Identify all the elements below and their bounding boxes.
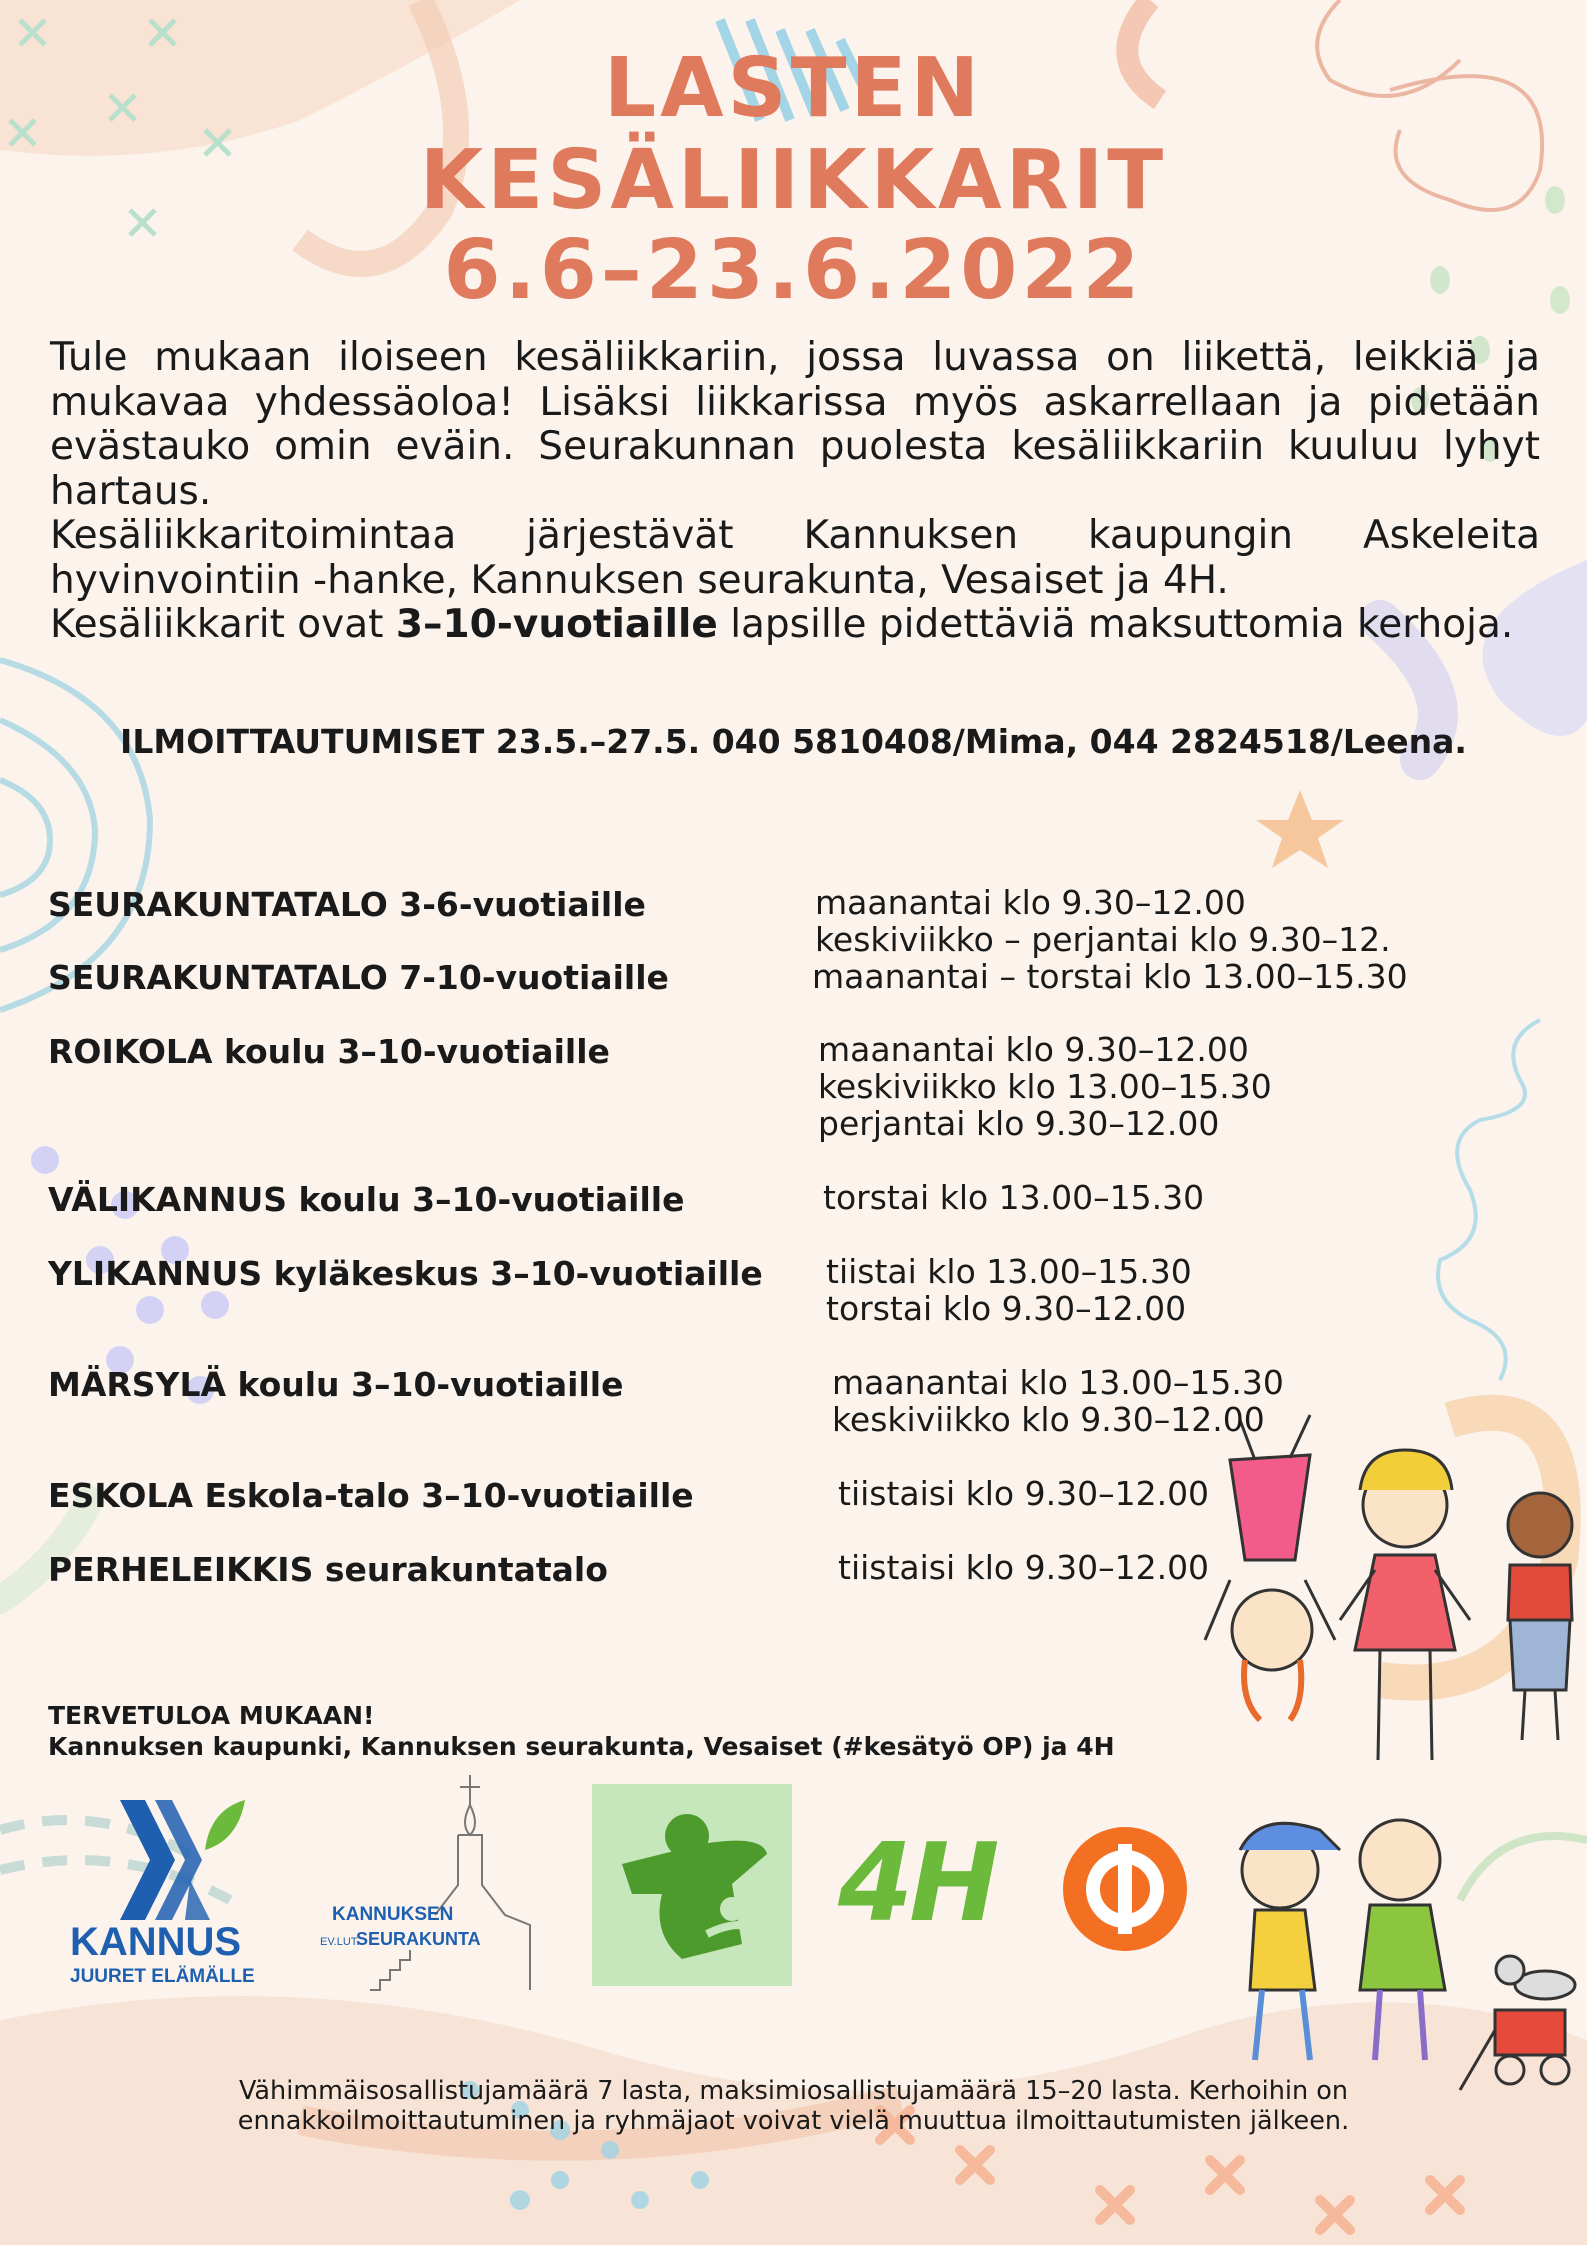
schedule-time: keskiviikko – perjantai klo 9.30–12.	[815, 920, 1391, 959]
welcome-block	[48, 1700, 1115, 1762]
schedule-location: VÄLIKANNUS koulu 3–10-vuotiaille	[48, 1180, 685, 1219]
schedule-times	[818, 1031, 1272, 1142]
schedule-time: tiistaisi klo 9.30–12.00	[838, 1474, 1210, 1513]
footer-line-1: Vähimmäisosallistujamäärä 7 lasta, maksimiosallistujamäärä 15–20 lasta. Kerhoihin on	[238, 2076, 1349, 2106]
schedule-times	[823, 1179, 1204, 1216]
schedule-time: maanantai klo 13.00–15.30	[832, 1363, 1284, 1402]
fourh-logo: 4H	[838, 1821, 996, 1946]
schedule-time: maanantai – torstai klo 13.00–15.30	[812, 957, 1408, 996]
kannus-logo-name: KANNUS	[70, 1920, 242, 1964]
seurakunta-logo	[320, 1775, 540, 1995]
schedule-times	[812, 958, 1408, 995]
schedule-times	[838, 1549, 1209, 1586]
title-dates: 6.6–23.6.2022	[443, 223, 1144, 318]
footer-note	[100, 2076, 1487, 2136]
registration-info: ILMOITTAUTUMISET 23.5.–27.5. 040 5810408/Mima, 044 2824518/Leena.	[120, 722, 1467, 761]
schedule-location: ESKOLA Eskola-talo 3–10-vuotiaille	[48, 1476, 694, 1515]
schedule-location: SEURAKUNTATALO 7-10-vuotiaille	[48, 958, 669, 997]
schedule-times	[815, 884, 1391, 958]
op-logo	[1062, 1826, 1188, 1952]
seurakunta-logo-small: EV.LUT.	[320, 1936, 360, 1948]
intro-paragraph-3	[50, 603, 1540, 648]
schedule-location: SEURAKUNTATALO 3-6-vuotiaille	[48, 885, 646, 924]
seurakunta-logo-line2: SEURAKUNTA	[356, 1929, 481, 1949]
intro-p3-text-end: lapsille pidettäviä maksuttomia kerhoja.	[717, 602, 1514, 647]
intro-p3-text: Kesäliikkarit ovat	[50, 602, 396, 647]
age-range-highlight: 3–10-vuotiaille	[395, 602, 718, 647]
title-line-1: LASTEN	[603, 41, 984, 136]
schedule-time: keskiviikko klo 9.30–12.00	[832, 1400, 1265, 1439]
schedule-time: maanantai klo 9.30–12.00	[815, 883, 1246, 922]
kannus-logo	[60, 1790, 270, 1990]
schedule-location: PERHELEIKKIS seurakuntatalo	[48, 1550, 608, 1589]
schedule-location: MÄRSYLÄ koulu 3–10-vuotiaille	[48, 1365, 624, 1404]
schedule-time: torstai klo 9.30–12.00	[826, 1289, 1187, 1328]
schedule-time: tiistai klo 13.00–15.30	[826, 1252, 1192, 1291]
kannus-logo-slogan: JUURET ELÄMÄLLE	[70, 1966, 255, 1987]
seurakunta-logo-line1: KANNUKSEN	[332, 1904, 454, 1925]
footer-line-2: ennakkoilmoittautuminen ja ryhmäjaot voivat vielä muuttua ilmoittautumisten jälkeen.	[237, 2106, 1350, 2136]
title-line-2: KESÄLIIKKARIT	[419, 133, 1168, 228]
schedule-location: ROIKOLA koulu 3–10-vuotiaille	[48, 1032, 610, 1071]
schedule-times	[832, 1364, 1284, 1438]
intro-paragraph-2: Kesäliikkaritoimintaa järjestävät Kannuksen kaupungin Askeleita hyvinvointiin -hanke, Kannuksen seurakunta, Vesaiset ja 4H.	[50, 513, 1540, 603]
vesaiset-logo	[592, 1784, 792, 1986]
schedule-time: perjantai klo 9.30–12.00	[818, 1104, 1220, 1143]
schedule-time: maanantai klo 9.30–12.00	[818, 1030, 1249, 1069]
intro-text	[50, 336, 1540, 648]
schedule-times	[826, 1253, 1192, 1327]
schedule-time: torstai klo 13.00–15.30	[823, 1178, 1205, 1217]
schedule-time: keskiviikko klo 13.00–15.30	[818, 1067, 1272, 1106]
schedule-time: tiistaisi klo 9.30–12.00	[838, 1548, 1210, 1587]
schedule-times	[838, 1475, 1209, 1512]
intro-paragraph-1: Tule mukaan iloiseen kesäliikkariin, jossa luvassa on liikettä, leikkiä ja mukavaa yhdessäoloa! Lisäksi liikkarissa myös askarrellaan ja pidetään evästauko omin eväin. Seurakunnan puolesta kesäliikkariin kuuluu lyhyt hartaus.	[50, 335, 1540, 514]
organizers-line: Kannuksen kaupunki, Kannuksen seurakunta, Vesaiset (#kesätyö OP) ja 4H	[48, 1732, 1115, 1761]
welcome-heading: TERVETULOA MUKAAN!	[48, 1701, 375, 1730]
schedule-location: YLIKANNUS kyläkeskus 3–10-vuotiaille	[48, 1254, 763, 1293]
